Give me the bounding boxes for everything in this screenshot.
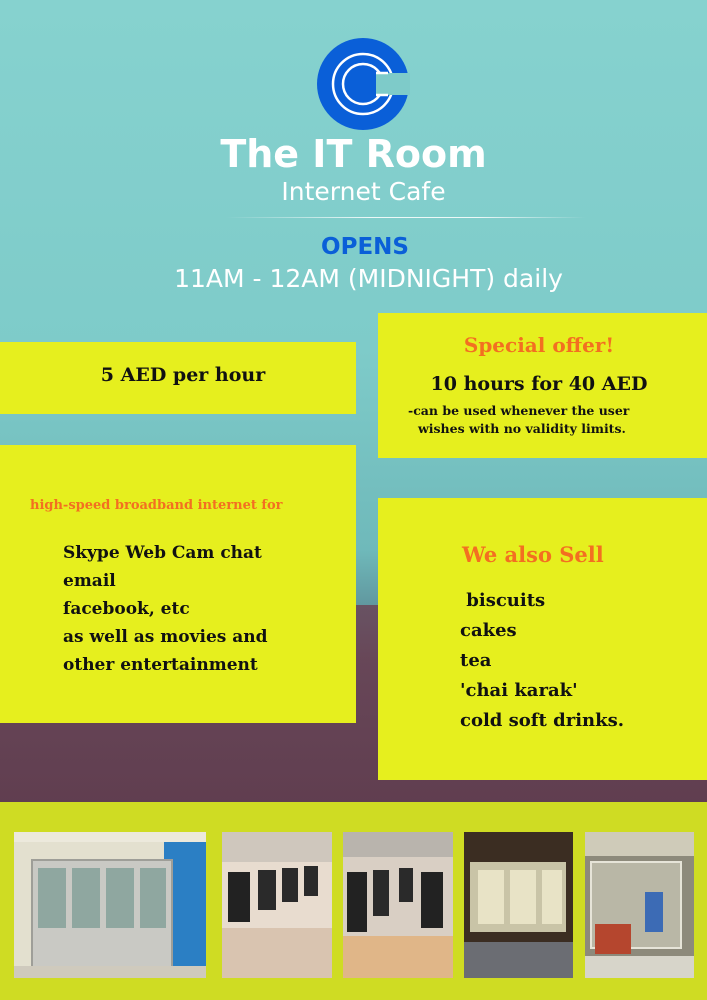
list-item: tea (460, 650, 492, 671)
header-divider (226, 217, 586, 218)
special-offer-note-line: wishes with no validity limits. (418, 421, 626, 436)
also-sell-heading: We also Sell (462, 542, 604, 567)
list-item: Skype Web Cam chat (63, 543, 262, 563)
list-item: 'chai karak' (460, 680, 578, 701)
list-item: cakes (460, 620, 517, 641)
cafe-type: Internet Cafe (281, 177, 446, 206)
special-offer-note (408, 402, 707, 438)
hourly-rate: 5 AED per hour (100, 364, 266, 386)
special-offer-deal: 10 hours for 40 AED (430, 373, 648, 395)
list-item: biscuits (460, 590, 546, 611)
price-panel (0, 342, 356, 414)
list-item: email (63, 571, 116, 591)
photo-shop-front (585, 832, 694, 978)
opening-hours: 11AM - 12AM (MIDNIGHT) daily (174, 264, 563, 293)
opens-label: OPENS (321, 234, 409, 260)
list-item: other entertainment (63, 655, 258, 675)
concentric-c-logo-icon (316, 37, 410, 131)
list-item: cold soft drinks. (460, 710, 624, 731)
internet-services-list (63, 539, 268, 679)
list-item: facebook, etc (63, 599, 190, 619)
internet-heading: high-speed broadband internet for (30, 498, 283, 513)
internet-services-panel (0, 445, 356, 723)
photo-entrance (14, 832, 206, 978)
photo-interior-1 (222, 832, 332, 978)
also-sell-list (460, 586, 624, 736)
photo-interior-2 (343, 832, 453, 978)
photo-counter (464, 832, 573, 978)
special-offer-heading: Special offer! (463, 333, 615, 357)
special-offer-panel (378, 313, 707, 458)
also-sell-panel (378, 498, 707, 780)
list-item: as well as movies and (63, 627, 268, 647)
special-offer-note-line: -can be used whenever the user (408, 403, 630, 418)
cafe-name: The IT Room (220, 132, 487, 176)
